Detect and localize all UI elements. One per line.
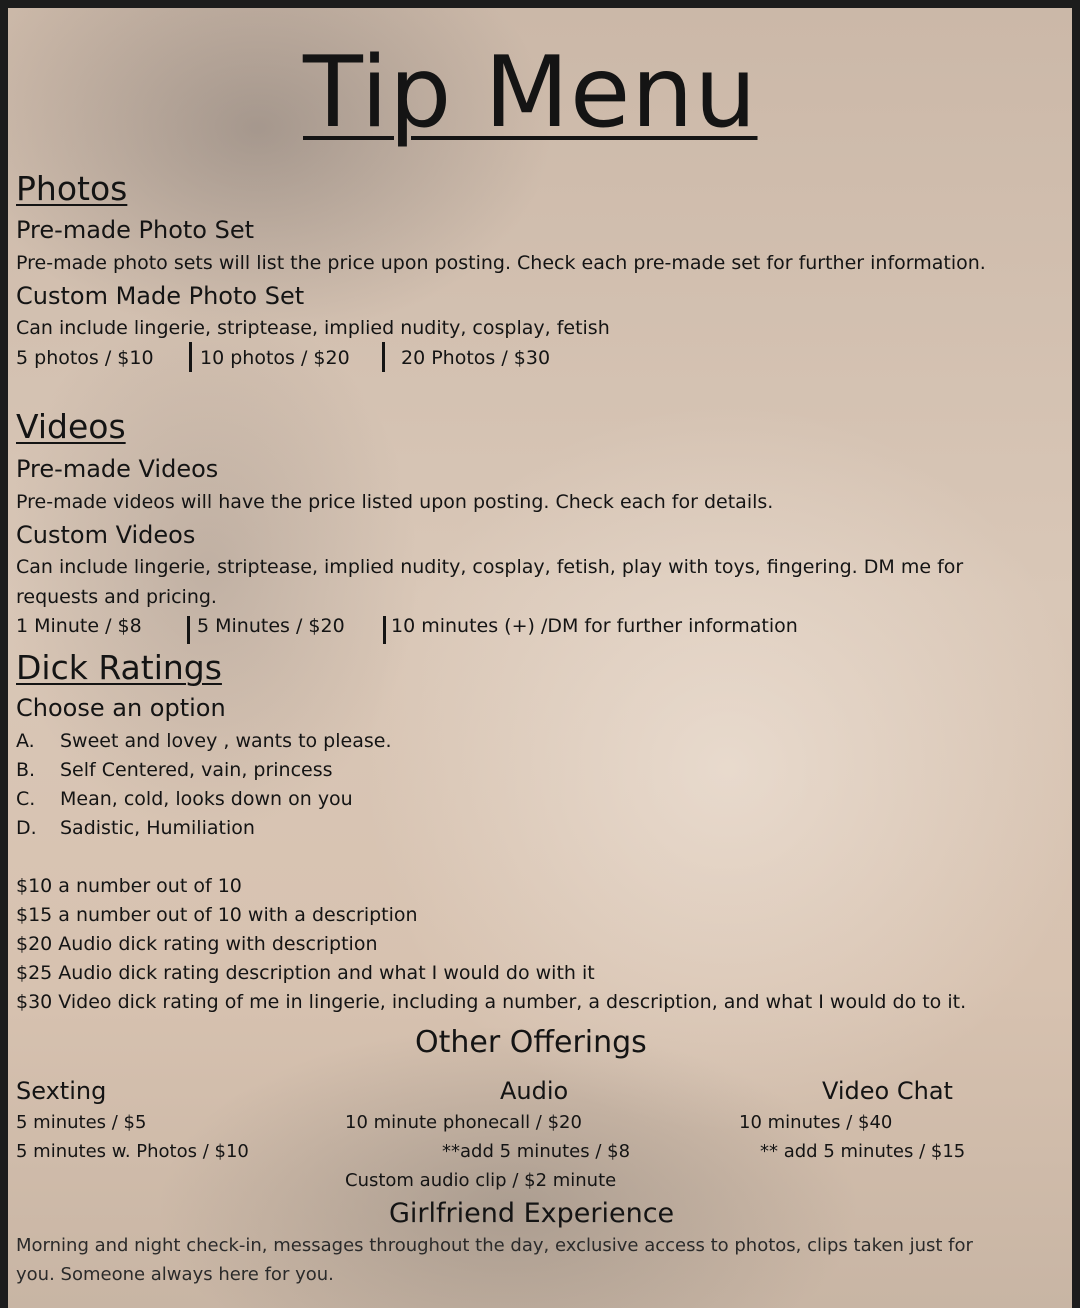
video-chat-title: Video Chat (822, 1077, 953, 1105)
video-chat-line: 10 minutes / $40 (739, 1112, 893, 1133)
option-letter: A. (16, 730, 35, 752)
rating-tier: $10 a number out of 10 (16, 875, 242, 897)
audio-line: Custom audio clip / $2 minute (345, 1170, 617, 1191)
premade-photo-title: Pre-made Photo Set (16, 216, 255, 244)
premade-photo-desc: Pre-made photo sets will list the price upon posting. Check each pre-made set for further information. (16, 252, 986, 274)
photo-price-1: 5 photos / $10 (16, 347, 154, 369)
videos-heading: Videos (16, 407, 126, 446)
custom-videos-title: Custom Videos (16, 521, 196, 549)
video-price-3: 10 minutes (+) /DM for further information (391, 615, 798, 637)
page-title: Tip Menu (303, 36, 758, 150)
option-letter: C. (16, 788, 36, 810)
premade-videos-title: Pre-made Videos (16, 455, 219, 483)
custom-videos-desc-1: Can include lingerie, striptease, implied nudity, cosplay, fetish, play with toys, fingering. DM me for (16, 556, 964, 578)
custom-photo-desc: Can include lingerie, striptease, implied nudity, cosplay, fetish (16, 317, 610, 339)
audio-title: Audio (500, 1077, 569, 1105)
tip-menu-page (8, 8, 1072, 1308)
option-text: Mean, cold, looks down on you (60, 788, 353, 810)
sexting-line: 5 minutes / $5 (16, 1112, 147, 1133)
choose-option-label: Choose an option (16, 694, 226, 722)
price-divider (189, 342, 192, 372)
dick-ratings-heading: Dick Ratings (16, 648, 222, 687)
price-divider (187, 616, 190, 644)
video-price-1: 1 Minute / $8 (16, 615, 142, 637)
price-divider (382, 342, 385, 372)
gfe-heading: Girlfriend Experience (389, 1198, 675, 1229)
option-letter: B. (16, 759, 36, 781)
other-offerings-heading: Other Offerings (415, 1025, 647, 1060)
photos-heading: Photos (16, 169, 128, 208)
option-text: Sweet and lovey , wants to please. (60, 730, 392, 752)
audio-line: 10 minute phonecall / $20 (345, 1112, 582, 1133)
option-text: Self Centered, vain, princess (60, 759, 333, 781)
custom-photo-title: Custom Made Photo Set (16, 282, 305, 310)
gfe-desc-2: you. Someone always here for you. (16, 1264, 334, 1285)
photo-price-3: 20 Photos / $30 (401, 347, 551, 369)
rating-tier: $20 Audio dick rating with description (16, 933, 378, 955)
video-price-2: 5 Minutes / $20 (197, 615, 345, 637)
video-chat-line: ** add 5 minutes / $15 (760, 1141, 966, 1162)
photo-price-2: 10 photos / $20 (200, 347, 350, 369)
rating-tier: $25 Audio dick rating description and what I would do with it (16, 962, 595, 984)
premade-videos-desc: Pre-made videos will have the price listed upon posting. Check each for details. (16, 491, 774, 513)
price-divider (383, 616, 386, 644)
option-letter: D. (16, 817, 37, 839)
gfe-desc-1: Morning and night check-in, messages throughout the day, exclusive access to photos, clips taken just for (16, 1235, 973, 1256)
sexting-line: 5 minutes w. Photos / $10 (16, 1141, 249, 1162)
option-text: Sadistic, Humiliation (60, 817, 255, 839)
sexting-title: Sexting (16, 1077, 107, 1105)
rating-tier: $30 Video dick rating of me in lingerie, including a number, a description, and what I would do to it. (16, 991, 967, 1013)
rating-tier: $15 a number out of 10 with a description (16, 904, 418, 926)
audio-line: **add 5 minutes / $8 (442, 1141, 631, 1162)
custom-videos-desc-2: requests and pricing. (16, 586, 217, 608)
